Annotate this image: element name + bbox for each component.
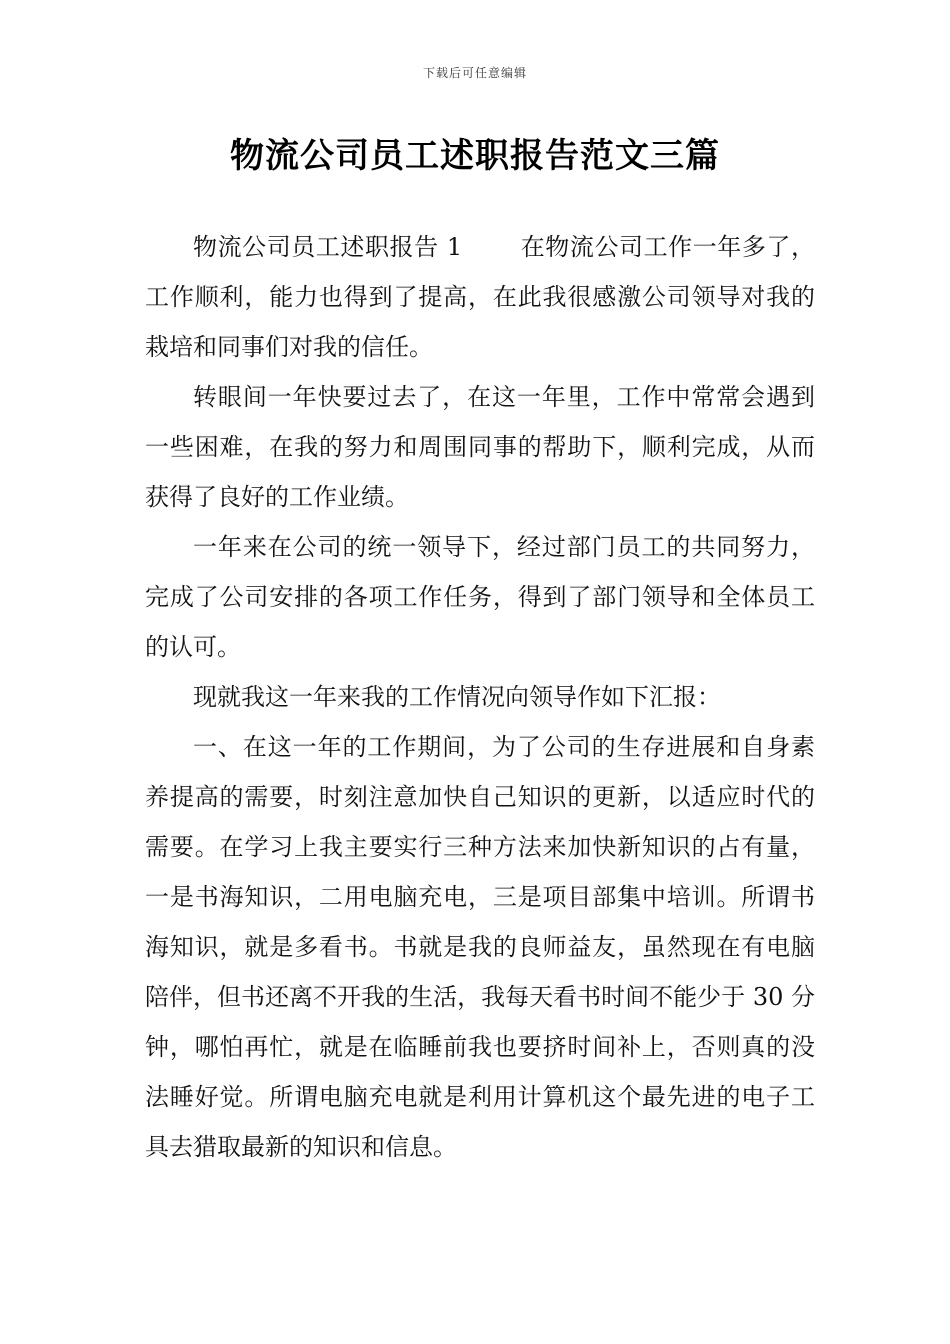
paragraph-4: 现就我这一年来我的工作情况向领导作如下汇报： xyxy=(193,683,721,711)
paragraph-5: 一、在这一年的工作期间，为了公司的生存进展和自身素养提高的需要，时刻注意加快自己知识的更新，以适应时代的需要。在学习上我主要实行三种方法来加快新知识的占有量，一是书海知识，二用电脑充电，三是项目部集中培训。所谓书海知识，就是多看书。书就是我的良师益友，虽然现在有电脑陪伴，但书还离不开我的生活，我每天看书时间不能少于 30 分钟，哪怕再忙，就是在临睡前我也要挤时间补上，否则真的没法睡好觉。所谓电脑充电就是利用计算机这个最先进的电子工具去猎取最新的知识和信息。 xyxy=(145,733,815,1161)
document-title: 物流公司员工述职报告范文三篇 xyxy=(230,136,720,176)
header-note: 下载后可任意编辑 xyxy=(422,66,527,80)
paragraph-2: 转眼间一年快要过去了，在这一年里，工作中常常会遇到一些困难，在我的努力和周围同事的帮助下，顺利完成，从而获得了良好的工作业绩。 xyxy=(145,383,815,511)
paragraph-1-text: 在物流公司工作一年多了，工作顺利，能力也得到了提高，在此我很感激公司领导对我的栽培和同事们对我的信任。 xyxy=(145,233,816,361)
paragraph-1 xyxy=(145,222,815,372)
document-body xyxy=(145,222,815,1172)
paragraph-3: 一年来在公司的统一领导下，经过部门员工的共同努力，完成了公司安排的各项工作任务，得到了部门领导和全体员工的认可。 xyxy=(145,533,815,661)
section-heading: 物流公司员工述职报告 1 xyxy=(193,233,463,261)
